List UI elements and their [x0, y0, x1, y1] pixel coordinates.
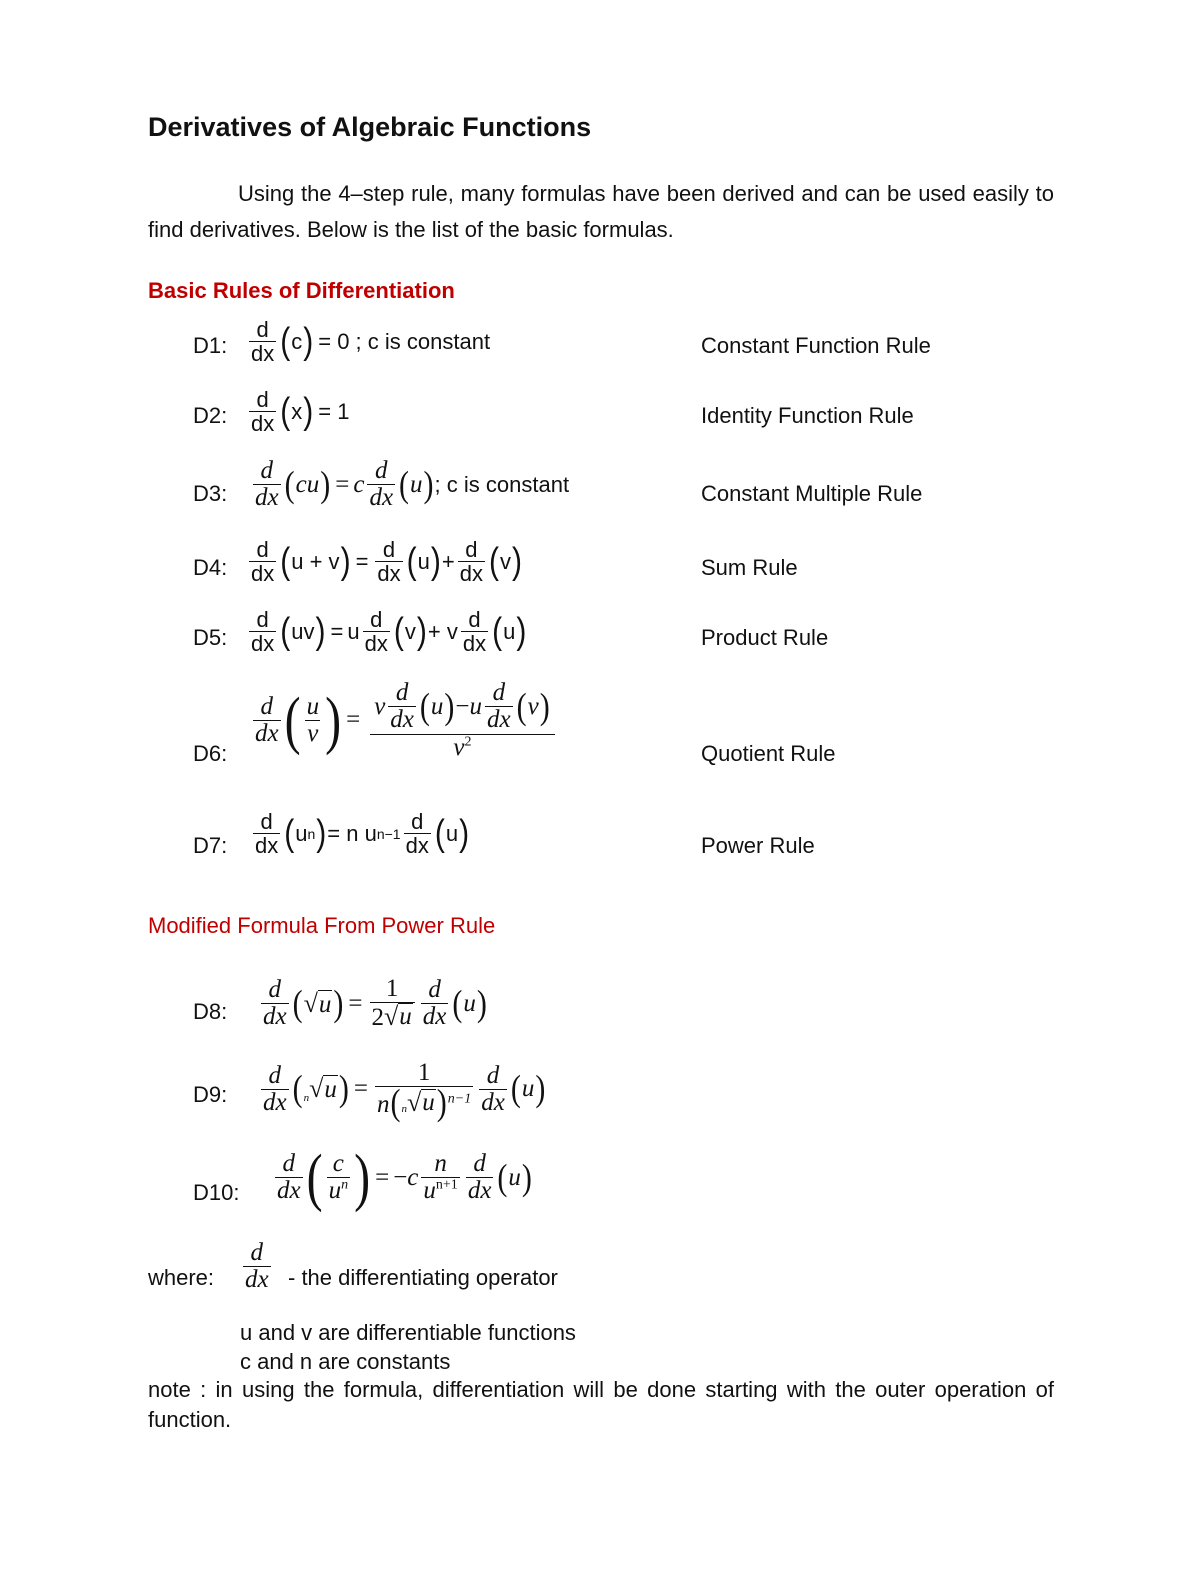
- page-title: Derivatives of Algebraic Functions: [148, 112, 592, 142]
- formula-d2-tail: = 1: [318, 398, 350, 424]
- where-line-functions: u and v are differentiable functions: [240, 1320, 576, 1345]
- formula-d5: $\frac{d}{dx}$ ( uv ) = u $\frac{d}{dx}$ ( v ) + v $\frac{d}{dx}$ ( u ): [251, 607, 527, 657]
- where-label: where:: [148, 1265, 215, 1290]
- formula-d10: $\frac{d}{dx}$ ( $\frac{c}{u^n}$ ) = − c $\frac{n}{u^{n+1}}$ $\frac{d}{dx}$ ( u ): [277, 1141, 532, 1214]
- formula-d2: $\frac{d}{dx}$ ( x ) = 1: [251, 387, 350, 437]
- rule-label-d6: D6:: [193, 741, 228, 766]
- formula-d7: $\frac{d}{dx}$ ( u n ) = n u n−1 $\frac{d}{dx}$ ( u ): [255, 809, 470, 859]
- rule-label-d2: D2:: [193, 403, 228, 428]
- formula-d6: $\frac{d}{dx}$ ( $\frac{u}{v}$ ) = v $\frac{d}{dx}$ ( u ) − u $\frac{d}{dx}$ ( v ) $v^2$: [250, 680, 556, 761]
- formula-d9: $\frac{d}{dx}$ ( n √ u ) = 1 n( n √ u )$^{n-1}$ $\frac{d}{dx}$ ( u ): [263, 1059, 546, 1124]
- where-line-constants: c and n are constants: [240, 1349, 451, 1374]
- modified-heading: Modified Formula From Power Rule: [148, 913, 496, 938]
- rule-label-d9: D9:: [193, 1082, 228, 1107]
- formula-d1: $\frac{d}{dx}$ ( c ) = 0 ; c is constant: [251, 317, 491, 367]
- rule-name-d1: Constant Function Rule: [701, 333, 931, 358]
- formula-d4: $\frac{d}{dx}$ ( u + v ) = $\frac{d}{dx}$ ( u ) + $\frac{d}{dx}$ ( v ): [251, 537, 523, 587]
- formula-d8: $\frac{d}{dx}$ ( √ u ) = 1 2 √ u $\frac{d}{dx}$ ( u ): [263, 975, 487, 1032]
- rule-name-d4: Sum Rule: [701, 555, 798, 580]
- formula-d3-tail: ; c is constant: [434, 471, 570, 497]
- operator-symbol: $\frac{d}{dx}$: [245, 1239, 269, 1294]
- rule-name-d5: Product Rule: [701, 625, 829, 650]
- rule-label-d3: D3:: [193, 481, 228, 506]
- rule-label-d4: D4:: [193, 555, 228, 580]
- rule-label-d10: D10:: [193, 1180, 240, 1205]
- intro-paragraph: Using the 4–step rule, many formulas have been derived and can be used easily to find derivatives. Below is the list of the basic formulas.: [148, 181, 1054, 242]
- rule-name-d3: Constant Multiple Rule: [701, 481, 923, 506]
- basic-rules-heading: Basic Rules of Differentiation: [148, 278, 455, 303]
- rule-name-d2: Identity Function Rule: [701, 403, 914, 428]
- rule-label-d5: D5:: [193, 625, 228, 650]
- rule-label-d7: D7:: [193, 833, 228, 858]
- formula-d3: $\frac{d}{dx}$ ( cu ) = c $\frac{d}{dx}$ ( u ) ; c is constant: [255, 457, 570, 512]
- rule-name-d6: Quotient Rule: [701, 741, 836, 766]
- rule-label-d8: D8:: [193, 999, 228, 1024]
- rule-name-d7: Power Rule: [701, 833, 815, 858]
- rule-label-d1: D1:: [193, 333, 228, 358]
- note-paragraph: note : in using the formula, differentiation will be done starting with the outer operation of function.: [148, 1377, 1054, 1432]
- operator-description: - the differentiating operator: [288, 1265, 558, 1290]
- formula-d1-tail: = 0 ; c is constant: [318, 328, 491, 354]
